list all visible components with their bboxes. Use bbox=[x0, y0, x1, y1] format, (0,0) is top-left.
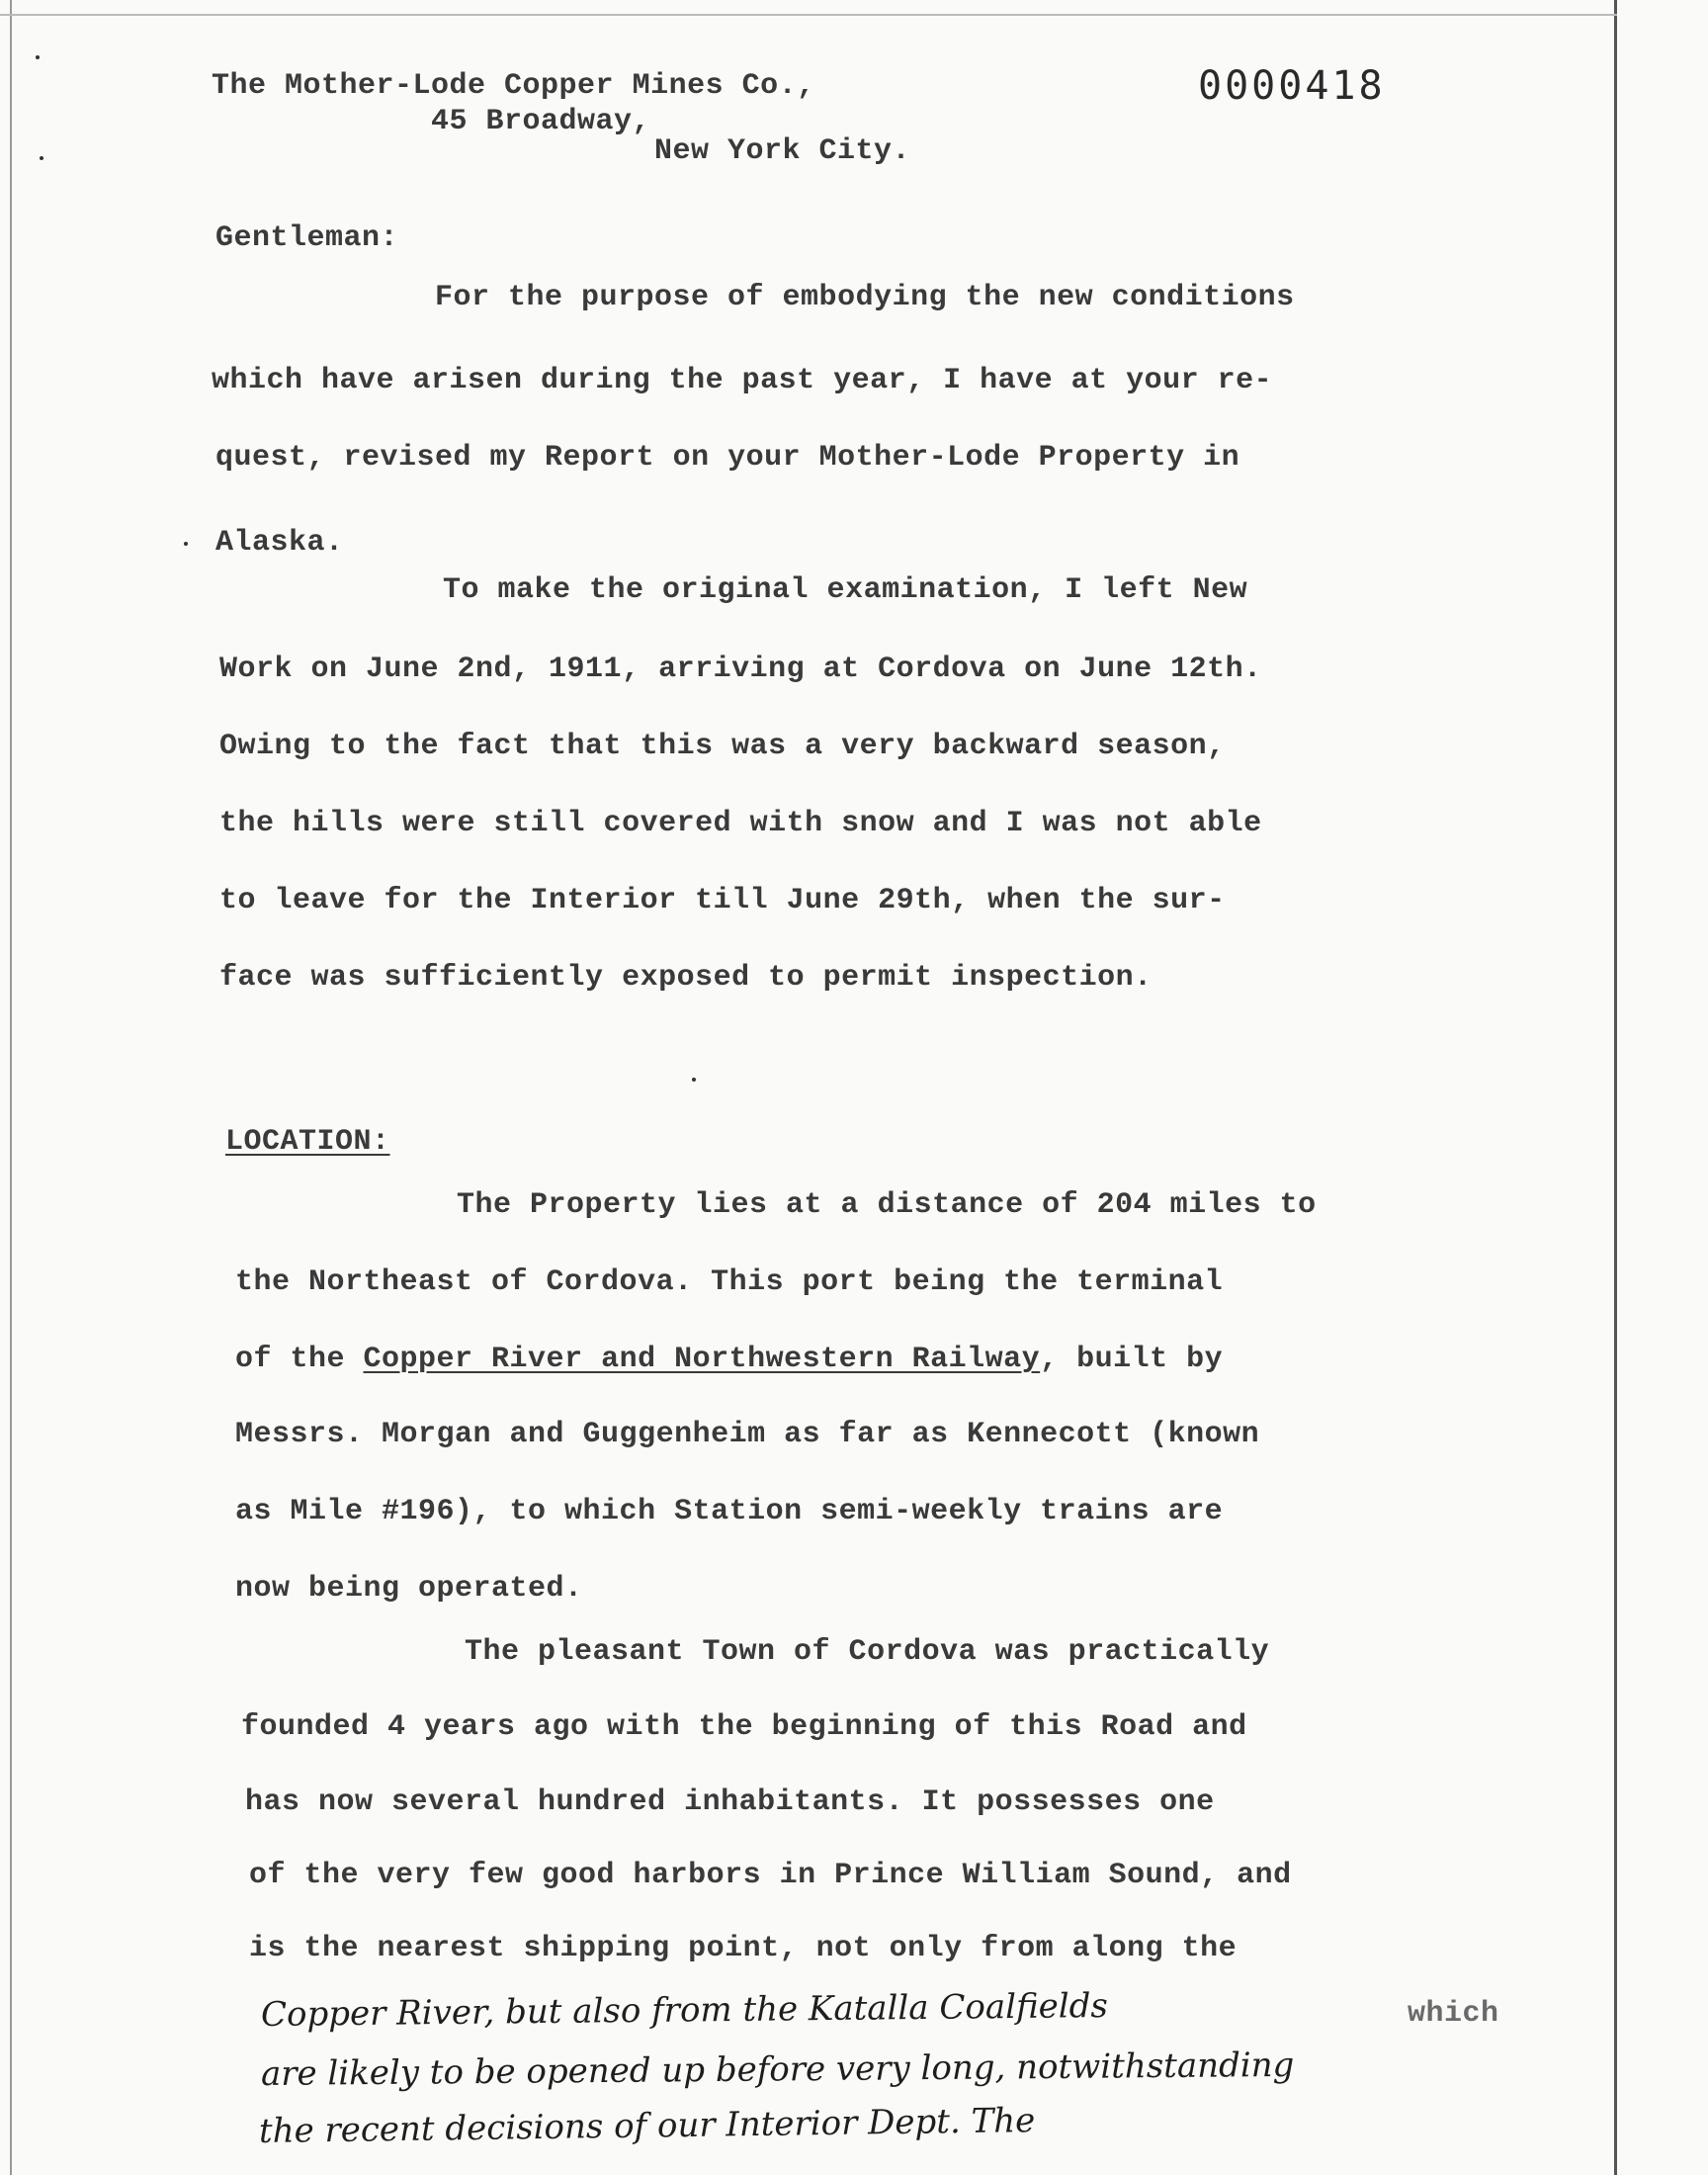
paragraph-1-line: Alaska. bbox=[215, 526, 344, 560]
paragraph-2-line: face was sufficiently exposed to permit inspection. bbox=[219, 961, 1153, 995]
address-city: New York City. bbox=[654, 134, 911, 168]
paragraph-3-line: Messrs. Morgan and Guggenheim as far as Kennecott (known bbox=[235, 1418, 1260, 1451]
page-edge-left bbox=[10, 0, 12, 2175]
scan-speck bbox=[40, 156, 43, 160]
paragraph-4-line: The pleasant Town of Cordova was practically bbox=[465, 1635, 1270, 1669]
section-heading-location: LOCATION: bbox=[225, 1125, 390, 1159]
scan-speck bbox=[36, 55, 40, 59]
paragraph-1-line: which have arisen during the past year, I have at your re- bbox=[212, 364, 1273, 397]
scan-speck bbox=[692, 1078, 696, 1082]
paragraph-3-text: , built by bbox=[1040, 1343, 1224, 1376]
paragraph-3-line bbox=[235, 1343, 1223, 1376]
paragraph-3-line: now being operated. bbox=[235, 1572, 583, 1606]
paragraph-2-line: To make the original examination, I left New bbox=[443, 573, 1248, 607]
paragraph-4-line: has now several hundred inhabitants. It possesses one bbox=[245, 1785, 1215, 1819]
paragraph-4-line: of the very few good harbors in Prince William Sound, and bbox=[249, 1859, 1292, 1892]
paragraph-2-line: Owing to the fact that this was a very backward season, bbox=[219, 730, 1226, 763]
typed-fragment: which bbox=[1408, 1997, 1499, 2031]
page-edge-top bbox=[0, 14, 1617, 16]
paragraph-1-line: quest, revised my Report on your Mother-Lode Property in bbox=[215, 441, 1240, 475]
paragraph-3-line: the Northeast of Cordova. This port being the terminal bbox=[235, 1265, 1224, 1299]
paragraph-3-text: of the bbox=[235, 1343, 364, 1376]
scan-speck bbox=[184, 542, 188, 546]
paragraph-4-line: is the nearest shipping point, not only from along the bbox=[249, 1932, 1238, 1965]
address-street: 45 Broadway, bbox=[431, 105, 651, 138]
handwritten-line: Copper River, but also from the Katalla Coalfields bbox=[260, 1986, 1109, 2035]
document-number: 0000418 bbox=[1198, 63, 1386, 109]
paragraph-2-line: Work on June 2nd, 1911, arriving at Cordova on June 12th. bbox=[219, 652, 1262, 686]
salutation: Gentleman: bbox=[215, 221, 399, 255]
paragraph-3-line: The Property lies at a distance of 204 miles to bbox=[457, 1188, 1317, 1222]
paragraph-1-line: For the purpose of embodying the new conditions bbox=[435, 281, 1295, 314]
paragraph-4-line: founded 4 years ago with the beginning of this Road and bbox=[241, 1710, 1247, 1744]
paragraph-3-line: as Mile #196), to which Station semi-weekly trains are bbox=[235, 1495, 1224, 1528]
railway-name: Copper River and Northwestern Railway bbox=[363, 1343, 1041, 1376]
handwritten-line: are likely to be opened up before very long, notwithstanding bbox=[260, 2044, 1295, 2094]
paragraph-2-line: the hills were still covered with snow and I was not able bbox=[219, 807, 1262, 840]
handwritten-line: the recent decisions of our Interior Dept. The bbox=[258, 2101, 1036, 2151]
address-company: The Mother-Lode Copper Mines Co., bbox=[212, 69, 815, 103]
page-edge-right bbox=[1614, 0, 1617, 2175]
paragraph-2-line: to leave for the Interior till June 29th, when the sur- bbox=[219, 884, 1226, 917]
